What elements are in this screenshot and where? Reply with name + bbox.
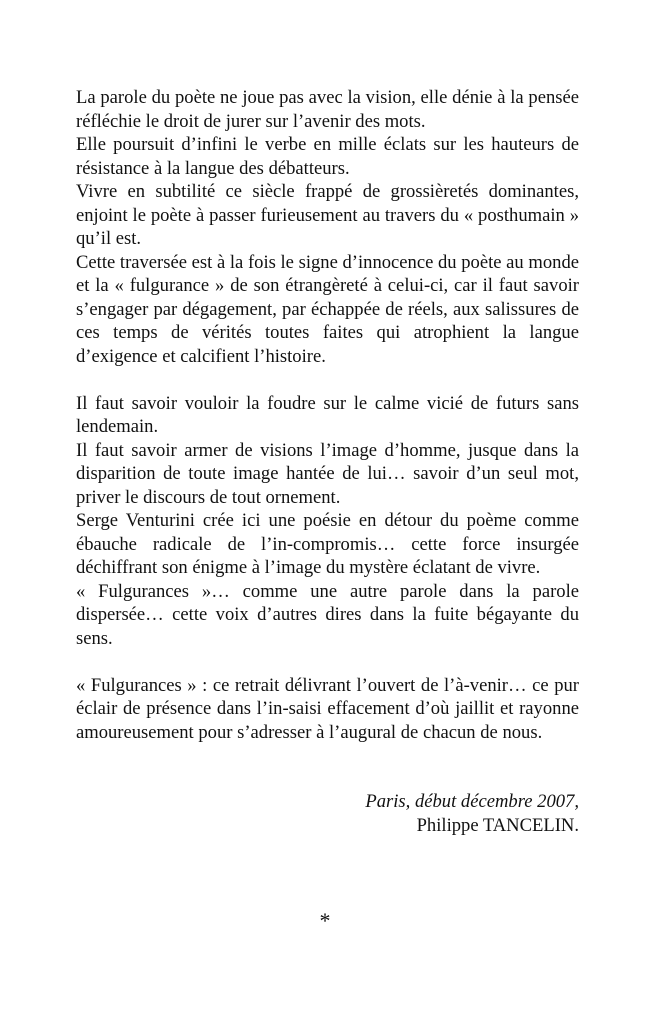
section-separator: * — [319, 908, 331, 933]
paragraph-8: « Fulgurances »… comme une autre parole dans la parole dispersée… cette voix d’autres dires dans la fuite bégayante du sens. — [76, 580, 579, 649]
signature-author: Philippe TANCELIN. — [416, 814, 579, 836]
paragraph-gap — [76, 650, 579, 674]
paragraph-3: Vivre en subtilité ce siècle frappé de grossièretés dominantes, enjoint le poète à passer furieusement au travers du « posthumain » qu’il est. — [76, 181, 579, 249]
paragraph-gap — [76, 368, 579, 392]
paragraph-5: Il faut savoir vouloir la foudre sur le calme vicié de futurs sans lendemain. — [76, 392, 579, 437]
signature-place-date: Paris, début décembre 2007, — [365, 791, 579, 812]
signature-block — [76, 790, 579, 837]
paragraph-7: Serge Venturini crée ici une poésie en détour du poème comme ébauche radicale de l’in-compromis… cette force insurgée déchiffrant son énigme à l’image du mystère éclatant de vivre. — [76, 510, 579, 578]
document-body — [76, 86, 579, 837]
paragraph-9: « Fulgurances » : ce retrait délivrant l’ouvert de l’à-venir… ce pur éclair de présence dans l’in-saisi effacement d’où jaillit et rayonne amoureusement pour s’adresser à l’augural de chacun de nous. — [76, 674, 579, 743]
paragraph-4: Cette traversée est à la fois le signe d’innocence du poète au monde et la « fulgurance » de son étrangèreté à celui-ci, car il faut savoir s’engager par dégagement, par échappée de réels, aux salissures de ces temps de vérités toutes faites qui atrophient la langue d’exigence et calcifient l’histoire. — [76, 251, 579, 367]
paragraph-2: Elle poursuit d’infini le verbe en mille éclats sur les hauteurs de résistance à la langue des débatteurs. — [76, 134, 579, 179]
paragraph-1: La parole du poète ne joue pas avec la vision, elle dénie à la pensée réfléchie le droit de jurer sur l’avenir des mots. — [76, 87, 579, 132]
paragraph-6: Il faut savoir armer de visions l’image d’homme, jusque dans la disparition de toute image hantée de lui… savoir d’un seul mot, priver le discours de tout ornement. — [76, 439, 579, 508]
